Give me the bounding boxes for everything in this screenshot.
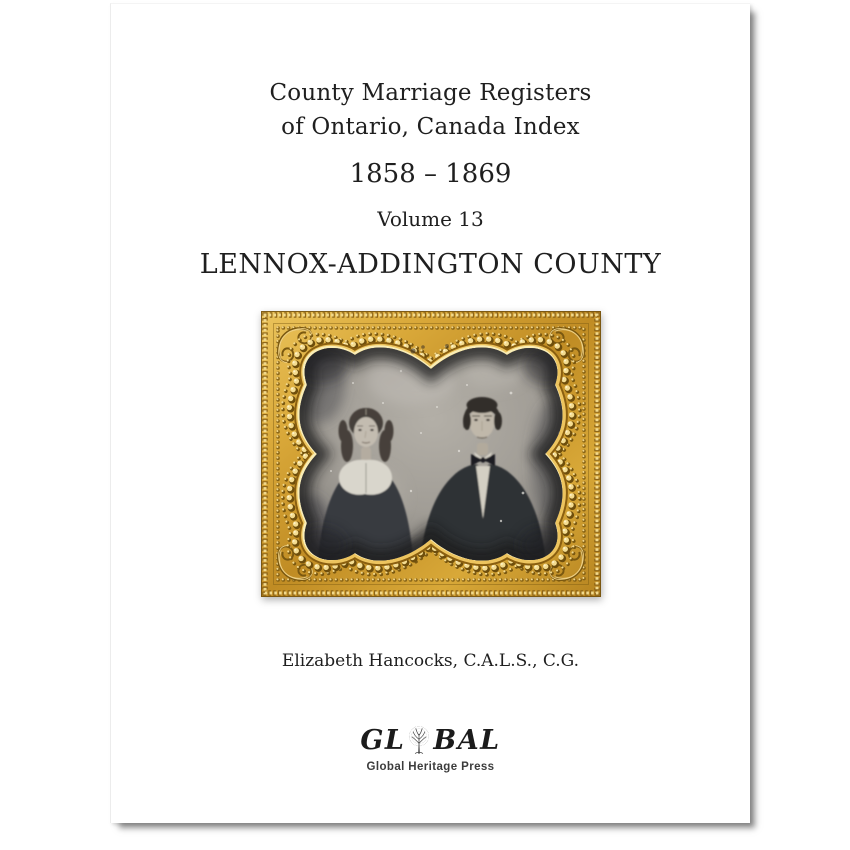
book-title [111, 76, 750, 144]
author-line: Elizabeth Hancocks, C.A.L.S., C.G. [281, 651, 580, 671]
framed-portrait [111, 311, 750, 597]
logo-text-bal: BAL [433, 725, 501, 756]
tree-icon [406, 725, 432, 760]
title-line-2: of Ontario, Canada Index [281, 114, 580, 140]
county-title: LENNOX-ADDINGTON COUNTY [199, 249, 662, 280]
ornate-gold-frame-photo [261, 311, 601, 597]
volume-label: Volume 13 [377, 207, 484, 231]
logo-text-gl: GL [360, 725, 406, 756]
book-cover-page [110, 3, 750, 823]
publisher-name [360, 723, 500, 758]
title-line-1: County Marriage Registers [269, 80, 592, 106]
publisher-logo [111, 723, 750, 774]
year-range: 1858 – 1869 [349, 159, 512, 189]
publisher-tagline: Global Heritage Press [366, 761, 495, 773]
